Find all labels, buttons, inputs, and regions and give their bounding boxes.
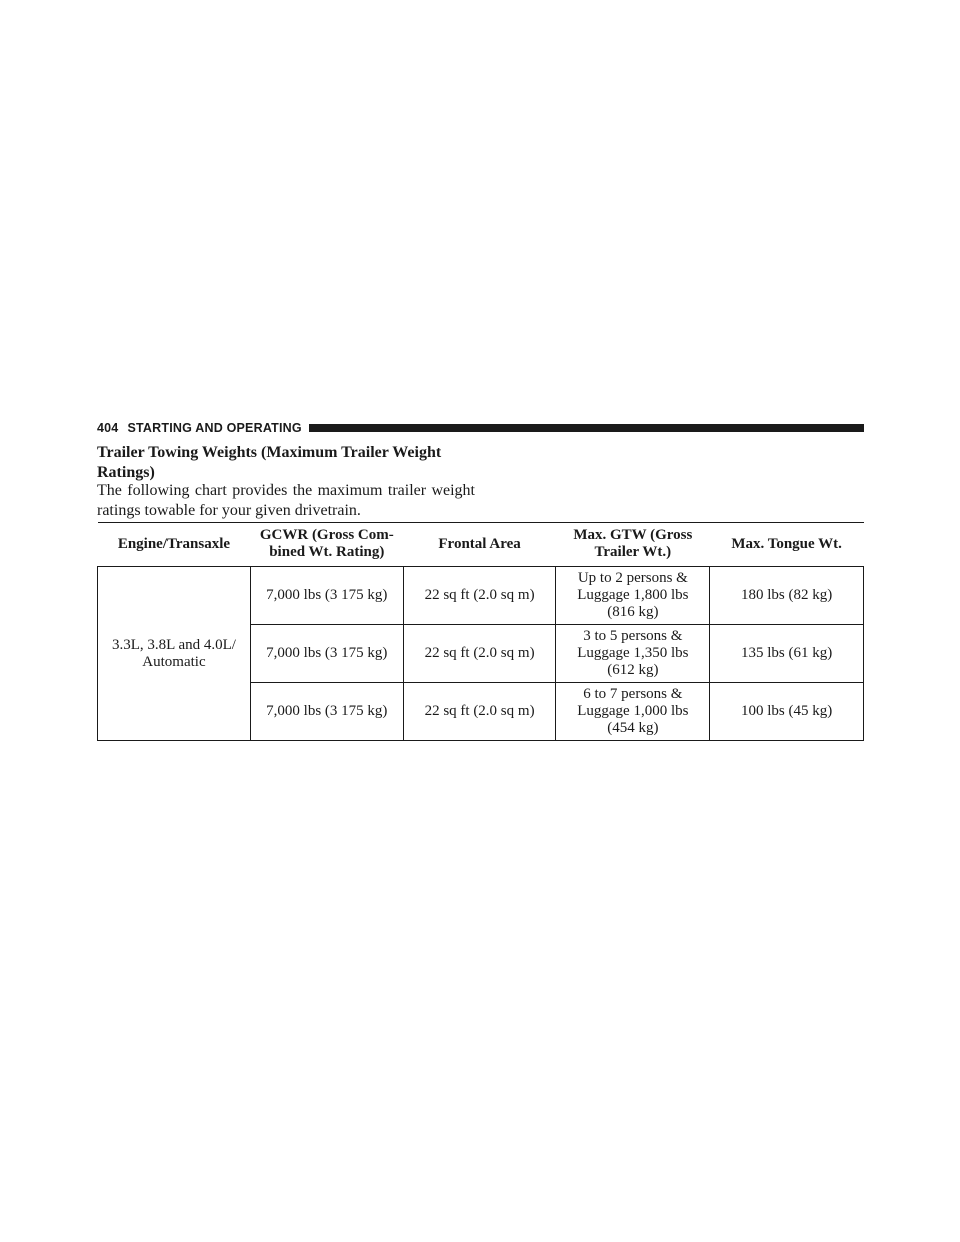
engine-cell: 3.3L, 3.8L and 4.0L/ Automatic <box>98 567 251 741</box>
header-gcwr: GCWR (Gross Com- bined Wt. Rating) <box>250 523 403 567</box>
section-name: STARTING AND OPERATING <box>127 421 302 435</box>
header-engine-transaxle: Engine/Transaxle <box>98 523 251 567</box>
gcwr-cell: 7,000 lbs (3 175 kg) <box>250 567 403 625</box>
gtw-cell: 3 to 5 persons & Luggage 1,350 lbs (612 kg) <box>556 625 710 683</box>
header-frontal-area: Frontal Area <box>403 523 556 567</box>
frontal-area-cell: 22 sq ft (2.0 sq m) <box>403 625 556 683</box>
header-max-gtw: Max. GTW (Gross Trailer Wt.) <box>556 523 710 567</box>
tongue-cell: 100 lbs (45 kg) <box>710 683 864 741</box>
table-header-row <box>98 523 864 567</box>
tongue-cell: 135 lbs (61 kg) <box>710 625 864 683</box>
header-max-tongue-wt: Max. Tongue Wt. <box>710 523 864 567</box>
page-header <box>97 418 864 438</box>
section-title: Trailer Towing Weights (Maximum Trailer Weight Ratings) <box>97 444 442 481</box>
gcwr-cell: 7,000 lbs (3 175 kg) <box>250 683 403 741</box>
table-row <box>98 567 864 625</box>
trailer-weights-table <box>97 522 864 741</box>
gtw-cell: 6 to 7 persons & Luggage 1,000 lbs (454 kg) <box>556 683 710 741</box>
page-number: 404 <box>97 421 119 435</box>
header-rule <box>309 424 864 432</box>
frontal-area-cell: 22 sq ft (2.0 sq m) <box>403 683 556 741</box>
gtw-cell: Up to 2 persons & Luggage 1,800 lbs (816 kg) <box>556 567 710 625</box>
frontal-area-cell: 22 sq ft (2.0 sq m) <box>403 567 556 625</box>
tongue-cell: 180 lbs (82 kg) <box>710 567 864 625</box>
gcwr-cell: 7,000 lbs (3 175 kg) <box>250 625 403 683</box>
intro-paragraph: The following chart provides the maximum trailer weight ratings towable for your given drivetrain. <box>97 482 475 519</box>
